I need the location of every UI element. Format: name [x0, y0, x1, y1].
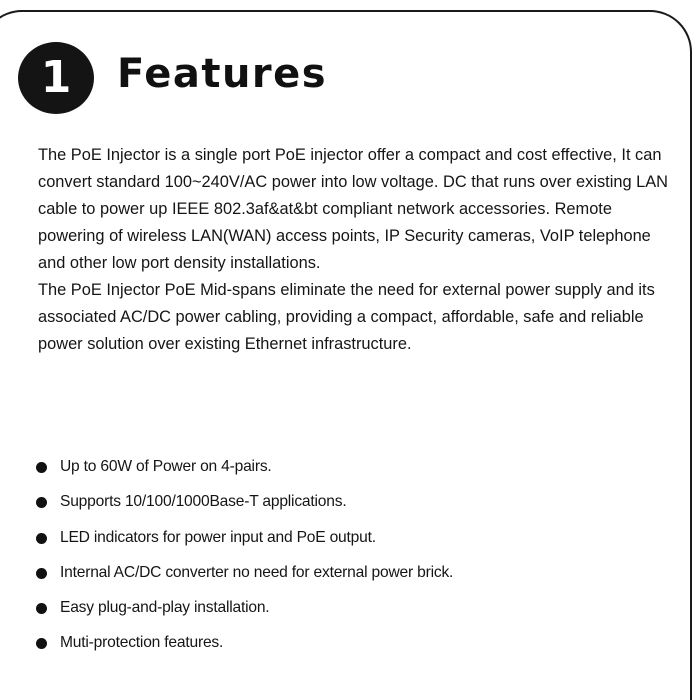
feature-list: [36, 455, 656, 667]
intro-paragraph: The PoE Injector PoE Mid-spans eliminate the need for external power supply and its associated AC/DC power cabling, providing a compact, affordable, safe and reliable power solution over existing Ethernet infrastructure.: [38, 281, 655, 353]
feature-text: LED indicators for power input and PoE output.: [60, 528, 376, 546]
bullet-icon: [36, 638, 47, 649]
bullet-icon: [36, 533, 47, 544]
intro-text: [38, 142, 678, 358]
bullet-icon: [36, 462, 47, 473]
bullet-icon: [36, 568, 47, 579]
feature-item: [36, 455, 656, 490]
intro-paragraph: The PoE Injector is a single port PoE injector offer a compact and cost effective, It can convert standard 100~240V/AC power into low voltage. DC that runs over existing LAN cable to power up IEEE 802.3af&at&bt compliant network accessories. Remote powering of wireless LAN(WAN) access points, IP Security cameras, VoIP telephone and other low port density installations.: [38, 146, 669, 272]
feature-text: Internal AC/DC converter no need for external power brick.: [60, 563, 454, 581]
bullet-icon: [36, 497, 47, 508]
section-number-badge: 1: [18, 42, 94, 114]
feature-text: Up to 60W of Power on 4-pairs.: [60, 458, 272, 475]
feature-text: Muti-protection features.: [60, 634, 224, 652]
feature-item: [36, 631, 656, 666]
feature-item: [36, 526, 656, 561]
section-title: Features: [117, 51, 328, 97]
feature-item: [36, 561, 656, 596]
feature-item: [36, 490, 656, 525]
bullet-icon: [36, 603, 47, 614]
feature-item: [36, 596, 656, 631]
feature-text: Easy plug-and-play installation.: [60, 599, 270, 617]
feature-text: Supports 10/100/1000Base-T applications.: [60, 493, 347, 511]
